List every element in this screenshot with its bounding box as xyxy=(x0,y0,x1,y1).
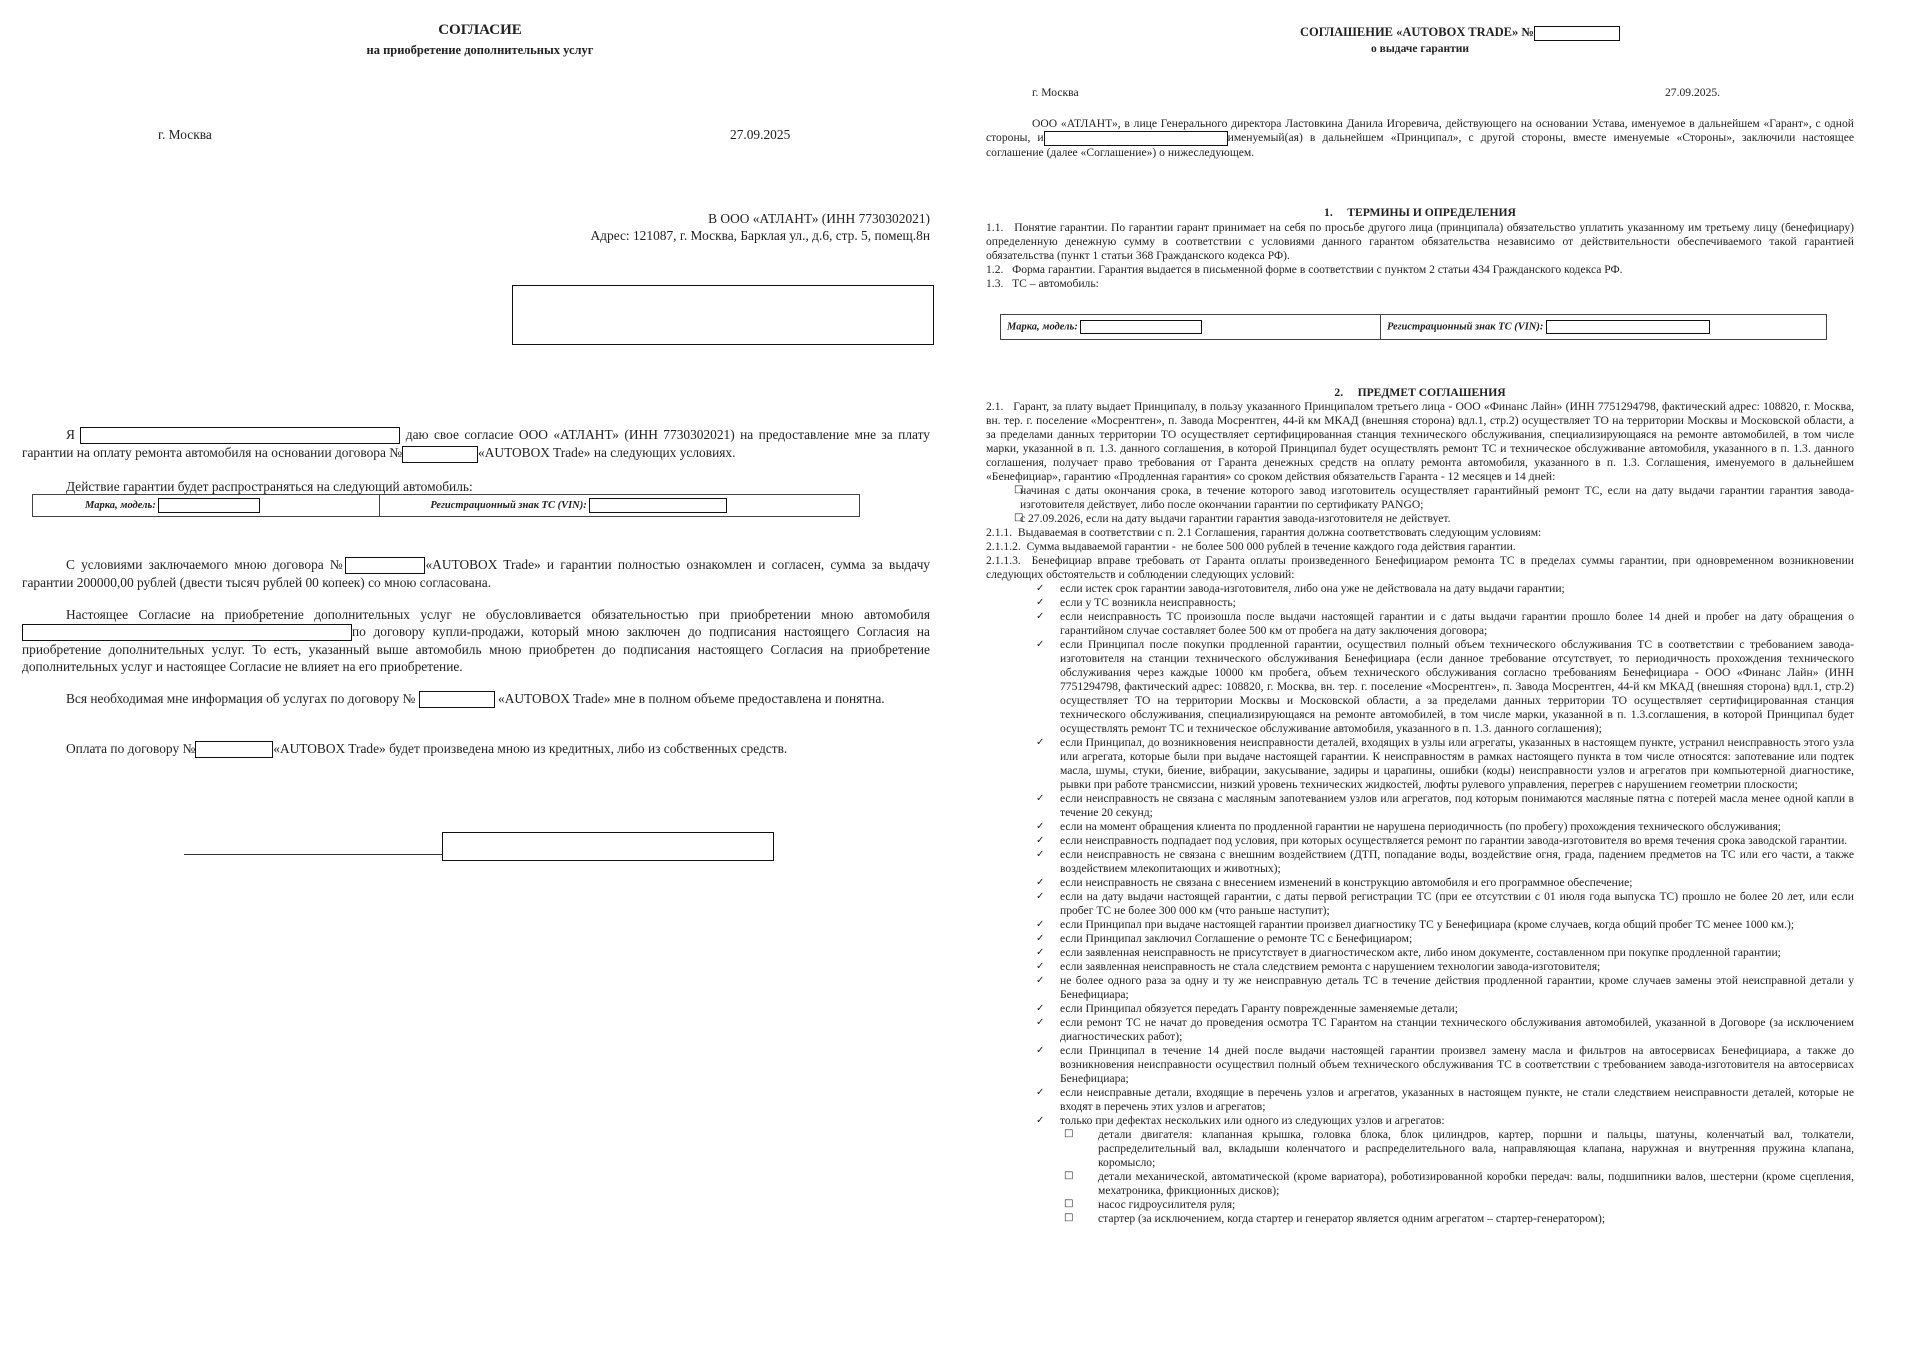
condition-item: ✓ только при дефектах нескольких или одного из следующих узлов и агрегатов: xyxy=(1036,1114,1854,1128)
condition-item: ✓ если неисправность не связана с внесением изменений в конструкцию автомобиля и его программное обеспечение; xyxy=(1036,876,1854,890)
condition-item: ✓ если неисправные детали, входящие в перечень узлов и агрегатов, указанных в настоящем пункте, не стали следствием неисправности деталей, которые не входят в перечень этих узлов и агрегатов; xyxy=(1036,1086,1854,1114)
redacted-vehicle xyxy=(22,624,352,641)
city: г. Москва xyxy=(158,127,212,142)
vehicle-reg-label: Регистрационный знак ТС (VIN): xyxy=(430,500,587,511)
intro-end: именуемый(ая) в дальнейшем «Принципал», с другой стороны, вместе именуемые «Стороны», заключили настоящее соглашение (далее «Соглашение») о нижеследующем. xyxy=(986,131,1854,159)
section-2-body xyxy=(986,400,1854,1226)
term-bullet-a xyxy=(986,484,1854,512)
p5-end: «AUTOBOX Trade» мне в полном объеме предоставлена и понятна. xyxy=(498,691,885,706)
p5-start: Вся необходимая мне информация об услугах по договору № xyxy=(66,691,416,706)
vehicle-make-cell xyxy=(33,495,380,517)
p1-mid: даю свое согласие ООО «АТЛАНТ» (ИНН 7730302021) на предоставление мне за плату гарантии на оплату ремонта автомобиля на основании договора № xyxy=(22,427,930,461)
vehicle-make-cell xyxy=(1001,315,1381,340)
paragraph-consent xyxy=(22,426,930,463)
condition-item: ✓ если Принципал в течение 14 дней после выдачи настоящей гарантии произвел замену масла и фильтров на автосервисах Бенефициара, а также до возникновения неисправности осуществил полный объем технического обслуживания ТС в соответствии с требованием завода-изготовителя на автосервисах Бенефициара; xyxy=(1036,1044,1854,1086)
term-bullet-b xyxy=(986,512,1854,526)
conditions-list xyxy=(1036,582,1854,1226)
signature-line xyxy=(184,854,444,855)
redacted-contract-number xyxy=(402,446,478,463)
paragraph-vehicle-intro: Действие гарантии будет распространяться на следующий автомобиль: xyxy=(66,479,473,494)
p1-start: Я xyxy=(66,427,75,442)
redacted-contract-number xyxy=(195,741,273,758)
condition-item: ✓ если Принципал заключил Соглашение о ремонте ТС с Бенефициаром; xyxy=(1036,932,1854,946)
intro-start: ООО «АТЛАНТ», в лице Генерального директора Ластовкина Данила Игоревича, действующего на основании Устава, именуемое в дальнейшем «Гарант», с одной стороны, и xyxy=(986,117,1854,145)
vehicle-make-label: Марка, модель: xyxy=(1007,321,1078,333)
agreement-title-text: СОГЛАШЕНИЕ «AUTOBOX TRADE» № xyxy=(1300,25,1534,39)
paragraph-payment xyxy=(66,740,787,758)
condition-item: ✓ если на момент обращения клиента по продленной гарантии не нарушена периодичность (по пробегу) прохождения технического обслуживания; xyxy=(1036,820,1854,834)
vehicle-table xyxy=(32,494,860,517)
agreement-intro xyxy=(986,117,1854,160)
clause-2-1-1-3: 2.1.1.3. Бенефициар вправе требовать от Гаранта оплаты произведенного Бенефициаром ремонта ТС в пределах суммы гарантии, при одновременном возникновении следующих обстоятельств и соблюдении следующих условий: xyxy=(986,554,1854,581)
page-subtitle: на приобретение дополнительных услуг xyxy=(366,43,594,57)
redacted-agreement-number xyxy=(1534,26,1620,41)
redacted-signature xyxy=(442,832,774,861)
part-item: □ стартер (за исключением, когда стартер и генератор является одним агрегатом – стартер-генератором); xyxy=(1036,1212,1854,1226)
condition-item: ✓ если у ТС возникла неисправность; xyxy=(1036,596,1854,610)
agreement-page xyxy=(960,0,1920,1358)
condition-item: ✓ не более одного раза за одну и ту же неисправную деталь ТС в течение действия продленной гарантии, кроме случаев замены этой неисправной детали у Бенефициара; xyxy=(1036,974,1854,1002)
clause-1-3: 1.3. ТС – автомобиль: xyxy=(986,277,1099,290)
redacted-make xyxy=(1080,320,1202,334)
condition-item: ✓ если Принципал обязуется передать Гаранту поврежденные заменяемые детали; xyxy=(1036,1002,1854,1016)
section-2-title: 2. ПРЕДМЕТ СОГЛАШЕНИЯ xyxy=(1334,386,1506,399)
p3-start: С условиями заключаемого мною договора № xyxy=(66,557,346,572)
page-title: СОГЛАСИЕ xyxy=(438,22,522,38)
agreement-subtitle: о выдаче гарантии xyxy=(1370,43,1470,55)
redacted-make xyxy=(158,498,260,513)
part-item: □ насос гидроусилителя руля; xyxy=(1036,1198,1854,1212)
term-bullet-b-text: с 27.09.2026, если на дату выдачи гарантии гарантия завода-изготовителя не действует. xyxy=(1020,512,1451,525)
parts-list xyxy=(1036,1128,1854,1226)
paragraph-not-conditional xyxy=(22,606,930,675)
condition-item: ✓ если Принципал, до возникновения неисправности деталей, входящих в узлы или агрегаты, указанных в настоящем пункте, устранил неисправность этого узла или агрегата, которые были при выдаче настоящей гарантии. К неисправностям в рамках настоящего пункта в том числе относятся: запотевание или подтек масла, шумы, стуки, биение, вибрации, закусывание, задиры и царапины, ошибки (коды) неисправности узлов и агрегатов при компьютерной диагностике, рывки при работе трансмиссии, низкий уровень технических жидкостей, люфты рулевого управления, перегрев с нарушением геометрии плоскости; xyxy=(1036,736,1854,792)
addressee-line-1: В ООО «АТЛАНТ» (ИНН 7730302021) xyxy=(708,211,930,226)
vehicle-reg-cell xyxy=(380,495,860,517)
p6-end: «AUTOBOX Trade» будет произведена мною из кредитных, либо из собственных средств. xyxy=(273,741,788,756)
condition-item: ✓ если неисправность подпадает под условия, при которых осуществляется ремонт по гарантии завода-изготовителя во время течения срока заводской гарантии. xyxy=(1036,834,1854,848)
condition-item: ✓ если на дату выдачи настоящей гарантии, с даты первой регистрации ТС (при ее отсутствии с 01 июля года выпуска ТС) прошло не более 20 лет, или если пробег ТС не более 300 000 км (что раньше наступит); xyxy=(1036,890,1854,918)
condition-item: ✓ если неисправность не связана с масляным запотеванием узлов или агрегатов, под которым понимаются масляные пятна с потерей масла менее одной капли в течение 20 секунд; xyxy=(1036,792,1854,820)
redacted-contract-number xyxy=(419,691,495,708)
condition-item: ✓ если заявленная неисправность не стала следствием ремонта с нарушением технологии завода-изготовителя; xyxy=(1036,960,1854,974)
vehicle-table xyxy=(1000,314,1827,340)
term-bullet-a-text: начиная с даты окончания срока, в течение которого завод изготовитель осуществляет гарантийный ремонт ТС, если на дату выдачи гарантии гарантия завода-изготовителя действует, либо после окончании гарантии по сертификату PANGO; xyxy=(1020,484,1854,511)
condition-item: ✓ если неисправность не связана с внешним воздействием (ДТП, попадание воды, воздействие огня, града, падением предметов на ТС или его части, а также воздействием млекопитающих и животных); xyxy=(1036,848,1854,876)
vehicle-make-label: Марка, модель: xyxy=(85,500,156,511)
clause-2-1-1: 2.1.1. Выдаваемая в соответствии с п. 2.1 Соглашения, гарантия должна соответствовать следующим условиям: xyxy=(986,526,1542,539)
city: г. Москва xyxy=(1032,86,1079,99)
part-item: □ детали двигателя: клапанная крышка, головка блока, блок цилиндров, картер, поршни и пальцы, шатуны, коленчатый вал, толкатели, распределительный вал, вкладыши коленчатого и распределительного вала, направляющая клапана, наружная и внутренняя пружина клапана, коромысло; xyxy=(1036,1128,1854,1170)
section-1-title: 1. ТЕРМИНЫ И ОПРЕДЕЛЕНИЯ xyxy=(1324,206,1516,219)
p4-start: Настоящее Согласие на приобретение дополнительных услуг не обусловливается обязательностью при приобретении мною автомобиля xyxy=(66,607,930,622)
clause-2-1-1-2: 2.1.1.2. Сумма выдаваемой гарантии - не более 500 000 рублей в течение каждого года действия гарантии. xyxy=(986,540,1516,553)
vehicle-reg-label: Регистрационный знак ТС (VIN): xyxy=(1386,321,1544,333)
p1-end: «AUTOBOX Trade» на следующих условиях. xyxy=(478,445,736,461)
clause-1-2: 1.2. Форма гарантии. Гарантия выдается в письменной форме в соответствии с пунктом 2 статьи 434 Гражданского кодекса РФ. xyxy=(986,263,1623,276)
redacted-vin xyxy=(1546,320,1710,334)
condition-item: ✓ если Принципал после покупки продленной гарантии, осуществил полный объем технического обслуживания ТС в соответствии с требованием завода-изготовителя на станции технического обслуживания Бенефициара (если данное требование отсутствует, то периодичность прохождения технического обслуживания через каждые 10000 км пробега, объем технического обслуживания согласно требованиям Бенефициара - ООО «Финанс Лайн» (ИНН 7751294798, фактический адрес: 108820, г. Москва, вн. тер. г. поселение «Мосрентген», п. Завода Мосрентген, 44-й км МКАД (внешняя сторона) вдл.1, стр.2) осуществляет ТО на территории Москвы и Московской области, а за пределами данных территории ТО осуществляет сертифицированная станция технического обслуживания, специализирующаяся на ремонте автомобилей, в том числе марки, указанной в п. 1.3.соглашения, в которой Принципал будет осуществлять ремонт ТС и техническое обслуживание автомобиля, указанного в п. 1.3. данного соглашения); xyxy=(1036,638,1854,736)
part-item: □ детали механической, автоматической (кроме вариатора), роботизированной коробки передач: валы, подшипники валов, шестерни (кроме сцепления, мехатроника, фрикционных дисков); xyxy=(1036,1170,1854,1198)
section-1-body xyxy=(986,221,1854,291)
clause-2-1: 2.1. Гарант, за плату выдает Принципалу, в пользу указанного Принципалом третьего лица - ООО «Финанс Лайн» (ИНН 7751294798, фактический адрес: 108820, г. Москва, вн. тер. г. поселение «Мосрентген», п. Завода Мосрентген, 44-й км МКАД (внешняя сторона) вдл.1, стр.2) осуществляет ТО на территории Москвы и Московской области, а за пределами данных территории ТО осуществляет сертифицированная станция технического обслуживания, специализирующаяся на ремонте автомобилей, в том числе марки, указанной в п. 1.3. данного соглашения, в которой Принципал будет осуществлять ремонт ТС и техническое обслуживание автомобиля, указанного в п. 1.3. данного соглашения, получает право требования от Гаранта денежных средств на оплату ремонта автомобиля, указанного в п. 1.3. Соглашения, именуемого в дальнейшем «Бенефициар», гарантию «Продленная гарантия» со сроком действия обязательств Гаранта - 12 месяцев и 14 дней: xyxy=(986,400,1854,483)
redacted-vin xyxy=(589,498,727,513)
agreement-title xyxy=(1300,25,1620,41)
paragraph-conditions xyxy=(22,556,930,591)
condition-item: ✓ если ремонт ТС не начат до проведения осмотра ТС Гарантом на станции технического обслуживания автомобилей, указанной в Договоре (за исключением диагностических работ); xyxy=(1036,1016,1854,1044)
paragraph-information xyxy=(22,690,930,708)
redacted-principal-name xyxy=(1044,131,1228,146)
redacted-applicant-block xyxy=(512,285,934,345)
date: 27.09.2025 xyxy=(730,127,791,142)
p6-start: Оплата по договору № xyxy=(66,741,196,756)
redacted-contract-number xyxy=(345,557,425,574)
p4-end: по договору купли-продажи, который мною заключен до подписания настоящего Согласия на приобретение дополнительных услуг. То есть, указанный выше автомобиль мною приобретен до подписания настоящего Согласия на приобретение дополнительных услуг и настоящее Согласие не влияет на его приобретение. xyxy=(22,624,930,675)
date: 27.09.2025. xyxy=(1665,86,1721,99)
vehicle-reg-cell xyxy=(1380,315,1826,340)
condition-item: ✓ если Принципал при выдаче настоящей гарантии произвел диагностику ТС у Бенефициара (кроме случаев, когда общий пробег ТС менее 1000 км.); xyxy=(1036,918,1854,932)
condition-item: ✓ если неисправность ТС произошла после выдачи настоящей гарантии и с даты выдачи гарантии прошло более 14 дней и пробег на дату обращения о гарантийном случае составляет более 500 км от пробега на дату заключения договора; xyxy=(1036,610,1854,638)
redacted-name xyxy=(80,427,400,444)
condition-item: ✓ если истек срок гарантии завода-изготовителя, либо она уже не действовала на дату выдачи гарантии; xyxy=(1036,582,1854,596)
clause-1-1: 1.1. Понятие гарантии. По гарантии гарант принимает на себя по просьбе другого лица (принципала) обязательство уплатить указанному им третьему лицу (бенефициару) определенную денежную сумму в соответствии с условиями данного гарантом обязательства независимо от действительности обеспечиваемого такой гарантией обязательства (пункт 1 статьи 368 Гражданского кодекса РФ). xyxy=(986,221,1854,262)
p3-end: «AUTOBOX Trade» и гарантии полностью ознакомлен и согласен, сумма за выдачу гарантии 200000,00 рублей (двести тысяч рублей 00 копеек) со мною согласована. xyxy=(22,557,930,591)
condition-item: ✓ если заявленная неисправность не присутствует в диагностическом акте, либо ином документе, составленном при покупке продленной гарантии; xyxy=(1036,946,1854,960)
addressee-line-2: Адрес: 121087, г. Москва, Барклая ул., д.6, стр. 5, помещ.8н xyxy=(590,228,930,243)
